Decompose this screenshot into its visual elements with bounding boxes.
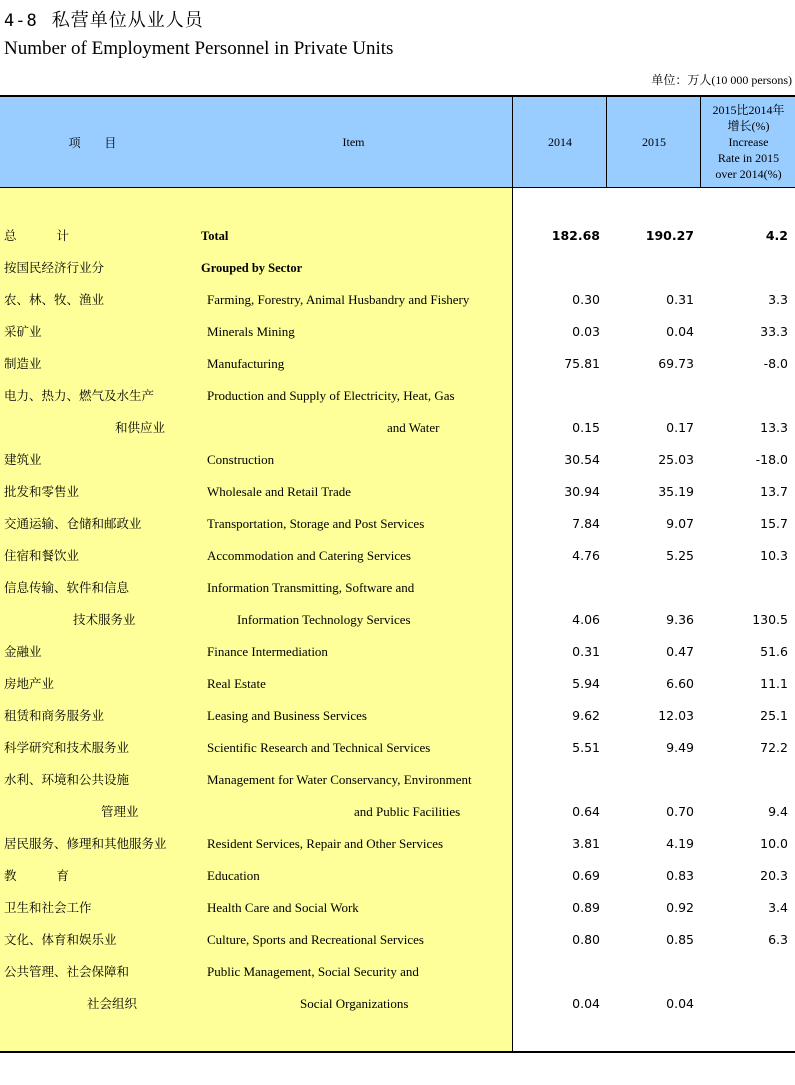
- table-row: [0, 380, 795, 412]
- table-row: [0, 700, 795, 732]
- value-2014: 5.51: [572, 740, 600, 755]
- table-row: [0, 540, 795, 572]
- row-label-cn: 批发和零售业: [4, 484, 80, 499]
- header-rate-line5: over 2014(%): [715, 167, 782, 181]
- table-row: [0, 828, 795, 860]
- row-label-en: Culture, Sports and Recreational Services: [207, 932, 424, 947]
- header-rate-line1: 2015比2014年: [712, 103, 785, 117]
- row-label-en: and Water: [387, 420, 440, 435]
- value-rate: 9.4: [768, 804, 788, 819]
- header-item-en: Item: [342, 134, 365, 149]
- row-label-cn: 农、林、牧、渔业: [4, 292, 105, 307]
- table-row: [0, 892, 795, 924]
- value-rate: -8.0: [763, 356, 788, 371]
- value-2014: 75.81: [564, 356, 600, 371]
- value-2015: 190.27: [645, 228, 694, 243]
- header-item-cn: 项 目: [68, 135, 127, 150]
- value-2015: 0.17: [666, 420, 694, 435]
- data-table: [0, 95, 795, 1053]
- value-rate: 13.3: [760, 420, 788, 435]
- row-label-cn: 水利、环境和公共设施: [4, 772, 130, 787]
- row-label-en: Leasing and Business Services: [207, 708, 367, 723]
- row-label-en: Health Care and Social Work: [207, 900, 359, 915]
- row-label-cn: 交通运输、仓储和邮政业: [4, 516, 142, 531]
- row-label-cn: 科学研究和技术服务业: [4, 740, 130, 755]
- table-row: [0, 252, 795, 284]
- row-label-en: Management for Water Conservancy, Environment: [207, 772, 472, 787]
- table-row: [0, 860, 795, 892]
- table-row: [0, 764, 795, 796]
- table-row: [0, 988, 795, 1020]
- value-2015: 0.70: [666, 804, 694, 819]
- table-row: [0, 316, 795, 348]
- row-label-en: Grouped by Sector: [201, 261, 303, 275]
- value-rate: 10.3: [760, 548, 788, 563]
- value-2015: 0.04: [666, 324, 694, 339]
- value-2014: 9.62: [572, 708, 600, 723]
- value-2014: 182.68: [551, 228, 600, 243]
- row-label-en: Social Organizations: [300, 996, 409, 1011]
- value-rate: 13.7: [760, 484, 788, 499]
- row-label-cn: 金融业: [4, 644, 42, 659]
- value-2014: 5.94: [572, 676, 600, 691]
- value-2015: 0.31: [666, 292, 694, 307]
- value-2015: 9.49: [666, 740, 694, 755]
- row-label-en: Education: [207, 868, 260, 883]
- value-2015: 0.92: [666, 900, 694, 915]
- row-label-en: Scientific Research and Technical Services: [207, 740, 431, 755]
- value-2015: 9.36: [666, 612, 694, 627]
- value-2014: 4.06: [572, 612, 600, 627]
- table-row: [0, 348, 795, 380]
- row-label-cn: 和供应业: [115, 420, 166, 435]
- value-2015: 69.73: [658, 356, 694, 371]
- row-label-cn: 社会组织: [87, 996, 138, 1011]
- table-row: [0, 604, 795, 636]
- row-label-cn: 总 计: [4, 228, 87, 243]
- value-rate: 51.6: [760, 644, 788, 659]
- value-2014: 0.80: [572, 932, 600, 947]
- value-2015: 12.03: [658, 708, 694, 723]
- value-2014: 3.81: [572, 836, 600, 851]
- row-label-en: and Public Facilities: [354, 804, 461, 819]
- value-2015: 35.19: [658, 484, 694, 499]
- value-rate: 6.3: [768, 932, 788, 947]
- value-rate: 20.3: [760, 868, 788, 883]
- value-rate: 11.1: [760, 676, 788, 691]
- row-label-en: Construction: [207, 452, 275, 467]
- row-label-en: Farming, Forestry, Animal Husbandry and Fishery: [207, 292, 470, 307]
- value-2015: 5.25: [666, 548, 694, 563]
- value-rate: 10.0: [760, 836, 788, 851]
- row-label-en: Information Transmitting, Software and: [207, 580, 415, 595]
- row-label-en: Resident Services, Repair and Other Services: [207, 836, 444, 851]
- table-row: [0, 572, 795, 604]
- table-row: [0, 668, 795, 700]
- table-row: [0, 796, 795, 828]
- row-label-cn: 教 育: [4, 868, 87, 883]
- table-row: [0, 284, 795, 316]
- header-2015: 2015: [606, 97, 701, 187]
- value-2014: 0.64: [572, 804, 600, 819]
- value-2014: 4.76: [572, 548, 600, 563]
- header-rate-line2: 增长(%): [727, 119, 770, 133]
- value-2015: 25.03: [658, 452, 694, 467]
- value-rate: 25.1: [760, 708, 788, 723]
- table-number: 4-8: [4, 11, 38, 31]
- value-2014: 0.04: [572, 996, 600, 1011]
- row-label-cn: 建筑业: [4, 452, 42, 467]
- header-rate-line3: Increase: [728, 135, 769, 149]
- table-title-en: Number of Employment Personnel in Private Units: [4, 38, 394, 59]
- value-2014: 0.89: [572, 900, 600, 915]
- unit-cn: 单位：万人: [651, 73, 712, 87]
- value-2014: 0.31: [572, 644, 600, 659]
- row-label-cn: 文化、体育和娱乐业: [4, 932, 117, 947]
- row-label-en: Public Management, Social Security and: [207, 964, 419, 979]
- row-label-en: Total: [201, 229, 229, 243]
- row-label-cn: 采矿业: [4, 324, 42, 339]
- header-rate: [700, 97, 795, 187]
- row-label-en: Transportation, Storage and Post Services: [207, 516, 425, 531]
- value-2015: 4.19: [666, 836, 694, 851]
- row-label-cn: 管理业: [101, 804, 139, 819]
- unit-en: (10 000 persons): [711, 73, 792, 87]
- header-2014: 2014: [512, 97, 607, 187]
- table-row: [0, 476, 795, 508]
- table-row: [0, 412, 795, 444]
- row-label-cn: 信息传输、软件和信息: [4, 580, 130, 595]
- value-2014: 30.94: [564, 484, 600, 499]
- table-row: [0, 508, 795, 540]
- value-rate: 130.5: [752, 612, 788, 627]
- value-rate: 4.2: [765, 228, 788, 243]
- row-label-en: Information Technology Services: [237, 612, 411, 627]
- table-bottom-rule: [0, 1051, 795, 1053]
- value-2014: 0.69: [572, 868, 600, 883]
- value-2014: 30.54: [564, 452, 600, 467]
- value-rate: 3.3: [768, 292, 788, 307]
- value-2015: 9.07: [666, 516, 694, 531]
- value-2015: 0.47: [666, 644, 694, 659]
- row-label-en: Wholesale and Retail Trade: [207, 484, 352, 499]
- value-rate: 15.7: [760, 516, 788, 531]
- table-row: [0, 444, 795, 476]
- row-label-cn: 公共管理、社会保障和: [4, 964, 130, 979]
- table-row: [0, 732, 795, 764]
- table-row: [0, 636, 795, 668]
- table-title-cn: [4, 6, 204, 32]
- value-2015: 0.83: [666, 868, 694, 883]
- row-label-cn: 居民服务、修理和其他服务业: [4, 836, 167, 851]
- value-rate: -18.0: [755, 452, 788, 467]
- row-label-en: Production and Supply of Electricity, Heat, Gas: [207, 388, 455, 403]
- table-row: [0, 924, 795, 956]
- row-label-en: Finance Intermediation: [207, 644, 328, 659]
- value-2015: 6.60: [666, 676, 694, 691]
- value-rate: 33.3: [760, 324, 788, 339]
- table-header: [0, 95, 795, 188]
- row-label-cn: 房地产业: [4, 676, 55, 691]
- row-label-cn: 按国民经济行业分: [4, 260, 105, 275]
- row-label-en: Minerals Mining: [207, 324, 295, 339]
- row-label-cn: 技术服务业: [73, 612, 136, 627]
- row-label-cn: 租赁和商务服务业: [4, 708, 105, 723]
- header-rate-line4: Rate in 2015: [717, 151, 780, 165]
- value-2015: 0.85: [666, 932, 694, 947]
- title-cn-text: 私营单位从业人员: [51, 10, 204, 31]
- value-2014: 0.30: [572, 292, 600, 307]
- table-row: [0, 956, 795, 988]
- row-label-en: Real Estate: [207, 676, 266, 691]
- value-2014: 0.15: [572, 420, 600, 435]
- value-rate: 3.4: [768, 900, 788, 915]
- row-label-cn: 制造业: [4, 356, 42, 371]
- row-label-cn: 住宿和餐饮业: [4, 548, 80, 563]
- table-row: [0, 220, 795, 252]
- row-label-cn: 电力、热力、燃气及水生产: [4, 388, 155, 403]
- row-label-en: Accommodation and Catering Services: [207, 548, 411, 563]
- row-label-cn: 卫生和社会工作: [4, 900, 92, 915]
- unit-label: [651, 71, 792, 88]
- value-2014: 7.84: [572, 516, 600, 531]
- row-label-en: Manufacturing: [207, 356, 285, 371]
- value-2014: 0.03: [572, 324, 600, 339]
- value-rate: 72.2: [760, 740, 788, 755]
- table-body: [0, 188, 795, 1053]
- value-2015: 0.04: [666, 996, 694, 1011]
